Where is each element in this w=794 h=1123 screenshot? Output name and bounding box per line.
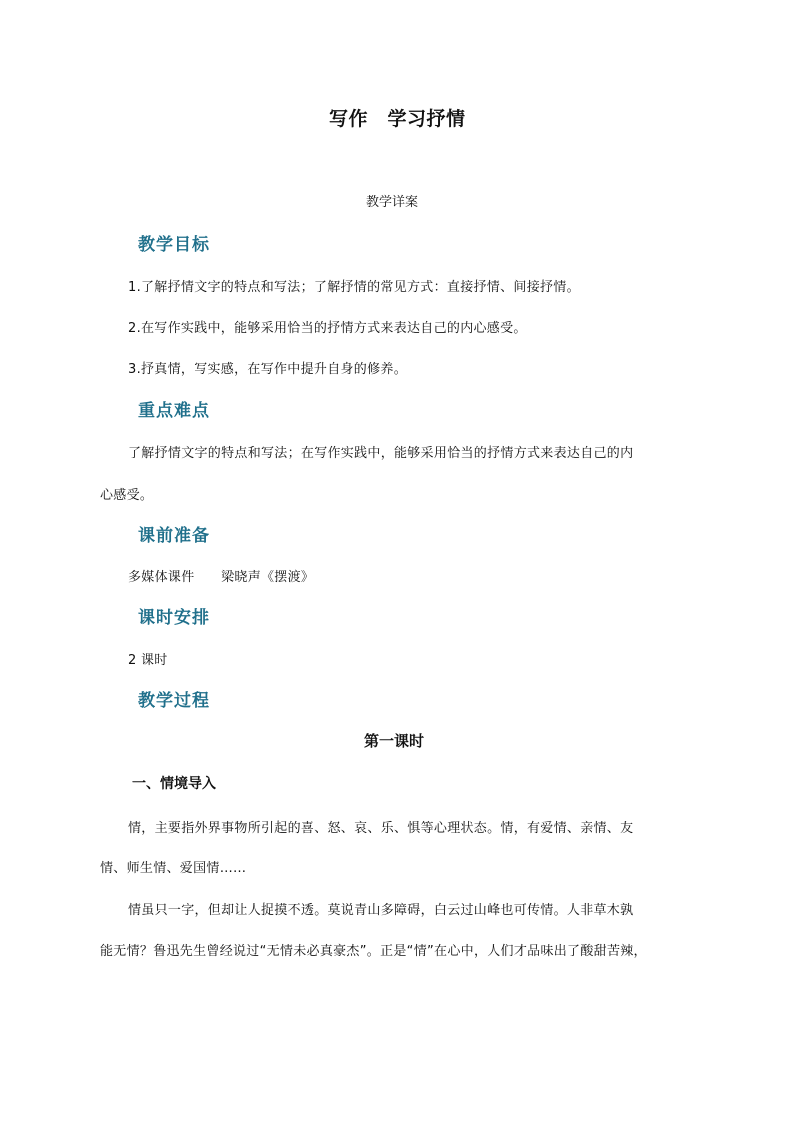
- key-points-line-2: 心感受。: [100, 488, 154, 503]
- goal-item-3: 3.抒真情，写实感，在写作中提升自身的修养。: [128, 362, 408, 377]
- schedule-text: 2 课时: [128, 653, 168, 668]
- paragraph-1-line-2: 情、师生情、爱国情……: [100, 861, 247, 876]
- section-heading-goals: 教学目标: [138, 235, 210, 255]
- step-title: 一、情境导入: [132, 776, 216, 792]
- section-heading-schedule: 课时安排: [138, 608, 210, 628]
- document-subtitle: 教学详案: [366, 195, 419, 210]
- goal-item-2: 2.在写作实践中，能够采用恰当的抒情方式来表达自己的内心感受。: [128, 321, 527, 336]
- document-title: 写作 学习抒情: [329, 108, 466, 130]
- section-heading-key-points: 重点难点: [138, 401, 210, 421]
- paragraph-2-line-2: 能无情？鲁迅先生曾经说过“无情未必真豪杰”。正是“情”在心中，人们才品味出了酸甜苦辣，: [100, 944, 647, 959]
- paragraph-1-line-1: 情，主要指外界事物所引起的喜、怒、哀、乐、惧等心理状态。情，有爱情、亲情、友: [128, 821, 634, 836]
- key-points-line-1: 了解抒情文字的特点和写法；在写作实践中，能够采用恰当的抒情方式来表达自己的内: [128, 446, 634, 461]
- goal-item-1: 1.了解抒情文字的特点和写法；了解抒情的常见方式：直接抒情、间接抒情。: [128, 280, 580, 295]
- section-heading-process: 教学过程: [138, 691, 210, 711]
- section-heading-preparation: 课前准备: [138, 526, 210, 546]
- paragraph-2-line-1: 情虽只一字，但却让人捉摸不透。莫说青山多障碍，白云过山峰也可传情。人非草木孰: [128, 903, 634, 918]
- preparation-text: 多媒体课件 梁晓声《摆渡》: [128, 570, 315, 585]
- lesson-title: 第一课时: [364, 732, 425, 750]
